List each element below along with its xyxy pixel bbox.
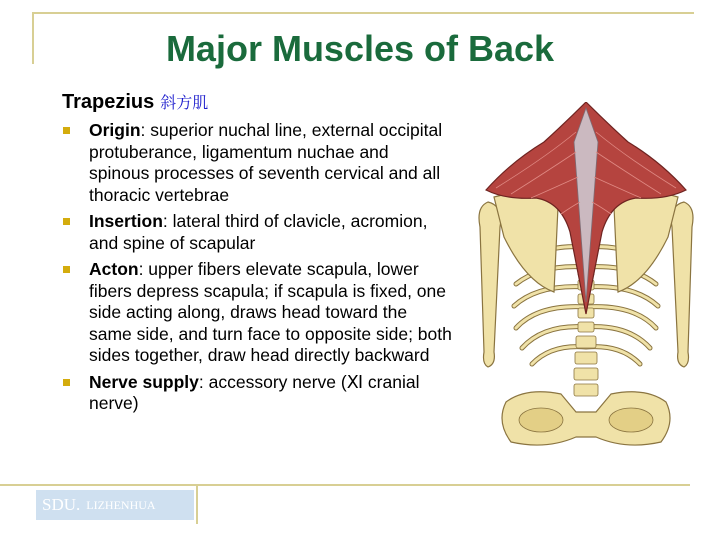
bullet-text: : lateral third of clavicle, acromion, and spine of scapular (89, 211, 428, 253)
pelvis-shape (502, 392, 670, 445)
footer-logo (36, 490, 194, 520)
bullet-item-action (62, 259, 452, 367)
bullet-list (62, 120, 452, 420)
bullet-text: : upper fibers elevate scapula, lower fibers depress scapula; if scapula is fixed, one side acting along, draws head toward the same side, and turn face to opposite side; both sides together, draw head directly backward (89, 259, 452, 365)
bullet-term: Acton (89, 259, 139, 279)
bullet-square-icon (63, 379, 70, 386)
bullet-square-icon (63, 218, 70, 225)
bullet-square-icon (63, 127, 70, 134)
bullet-text: : superior nuchal line, external occipital protuberance, ligamentum nuchae and spinous processes of seventh cervical and all thoracic vertebrae (89, 120, 443, 205)
frame-line-horizontal-bottom (0, 484, 690, 486)
bullet-term: Insertion (89, 211, 163, 231)
footer-logo-author: LIZHENHUA (86, 497, 156, 512)
bullet-item-insertion (62, 211, 452, 254)
frame-line-vertical-bottom (196, 484, 198, 524)
subtitle (62, 90, 208, 114)
bullet-square-icon (63, 266, 70, 273)
bullet-text: : accessory nerve (Ⅺ cranial nerve) (89, 371, 420, 413)
bullet-item-nerve-supply (62, 372, 452, 415)
footer-logo-main: SDU. (42, 495, 81, 514)
bullet-term: Origin (89, 120, 141, 140)
trapezius-anatomy-illustration (466, 102, 706, 452)
subtitle-text: Trapezius (62, 91, 155, 113)
bullet-term: Nerve supply (89, 371, 199, 392)
bullet-item-origin (62, 120, 452, 206)
slide-title: Major Muscles of Back (165, 28, 555, 69)
frame-line-horizontal-top (32, 12, 694, 14)
subtitle-chinese: 斜方肌 (160, 93, 209, 112)
